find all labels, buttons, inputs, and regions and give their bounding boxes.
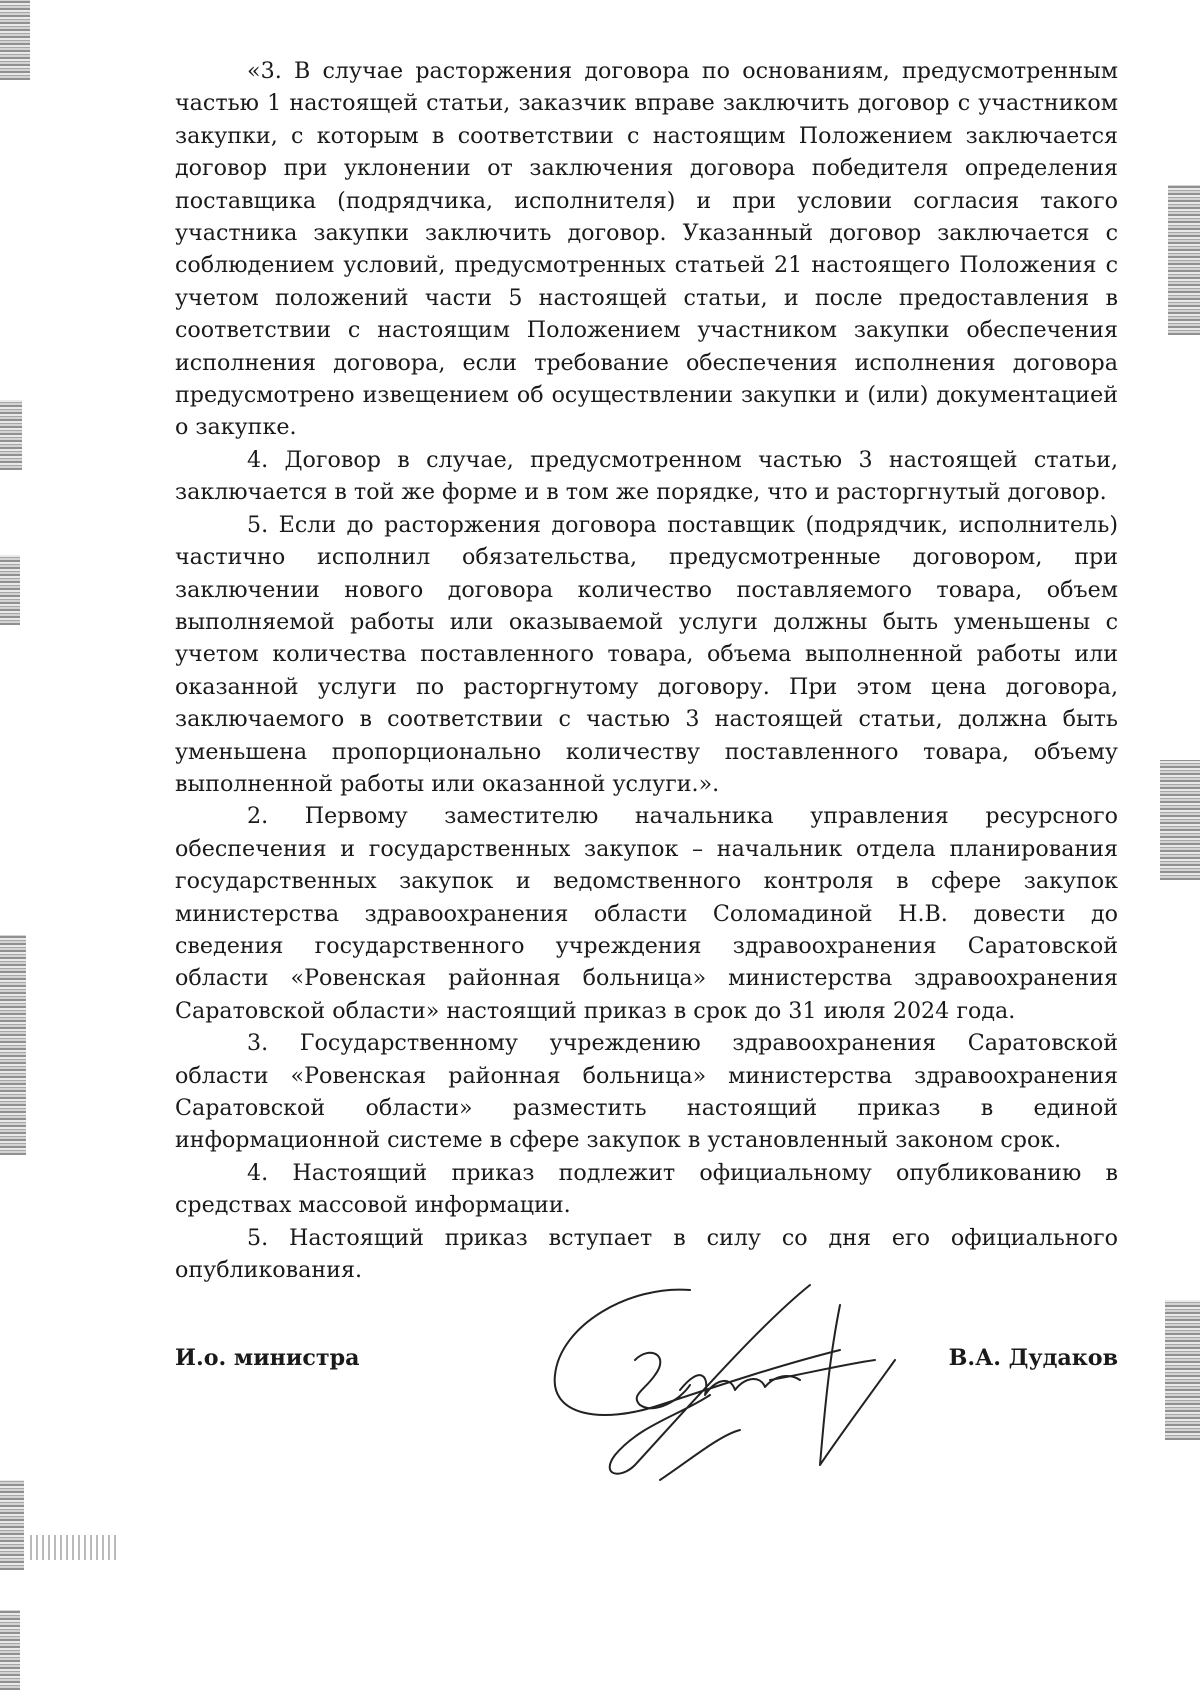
scan-artifact — [1168, 185, 1200, 335]
paragraph: «3. В случае расторжения договора по основаниям, предусмотренным частью 1 настоящей статьи, заказчик вправе заключить договор с участником закупки, с которым в соответствии с настоящим Положением заключается договор при уклонении от заключения договора победителя определения поставщика (подрядчика, исполнителя) и при условии согласия такого участника закупки заключить договор. Указанный договор заключается с соблюдением условий, предусмотренных статьей 21 настоящего Положения с учетом положений части 5 настоящей статьи, и после предоставления в соответствии с настоящим Положением участником закупки обеспечения исполнения договора, если требование обеспечения исполнения договора предусмотрено извещением об осуществлении закупки и (или) документацией о закупке. — [175, 58, 1118, 441]
paragraph: 3. Государственному учреждению здравоохранения Саратовской области «Ровенская районная больница» министерства здравоохранения Саратовской области» разместить настоящий приказ в единой информационной системе в сфере закупок в установленный законом срок. — [175, 1030, 1118, 1154]
paragraph: 4. Договор в случае, предусмотренном частью 3 настоящей статьи, заключается в той же форме и в том же порядке, что и расторгнутый договор. — [175, 446, 1118, 506]
scan-artifact — [0, 1610, 20, 1690]
paragraph: 5. Настоящий приказ вступает в силу со дня его официального опубликования. — [175, 1224, 1118, 1284]
paragraph: 5. Если до расторжения договора поставщик (подрядчик, исполнитель) частично исполнил обязательства, предусмотренные договором, при заключении нового договора количество поставляемого товара, объем выполняемой работы или оказываемой услуги должны быть уменьшены с учетом количества поставленного товара, объема выполненной работы или оказанной услуги по расторгнутому договору. При этом цена договора, заключаемого в соответствии с частью 3 настоящей статьи, должна быть уменьшена пропорционально количеству поставленного товара, объему выполненной работы или оказанной услуги.». — [175, 511, 1118, 797]
scan-artifact — [0, 935, 26, 1155]
document-body — [175, 55, 1118, 1286]
paragraph: 4. Настоящий приказ подлежит официальному опубликованию в средствах массовой информации. — [175, 1159, 1118, 1219]
scan-artifact — [0, 555, 20, 625]
scan-artifact — [30, 1535, 120, 1560]
scan-artifact — [0, 1480, 24, 1570]
scan-artifact — [1165, 1300, 1200, 1440]
signature-block — [175, 1345, 1118, 1385]
signatory-position: И.о. министра — [175, 1345, 360, 1371]
paragraph: 2. Первому заместителю начальника управления ресурсного обеспечения и государственных закупок – начальник отдела планирования государственных закупок и ведомственного контроля в сфере закупок министерства здравоохранения области Соломадиной Н.В. довести до сведения государственного учреждения здравоохранения Саратовской области «Ровенская районная больница» министерства здравоохранения Саратовской области» настоящий приказ в срок до 31 июля 2024 года. — [175, 803, 1118, 1024]
signatory-name: В.А. Дудаков — [948, 1345, 1118, 1371]
scan-artifact — [0, 400, 22, 470]
scan-artifact — [1160, 760, 1200, 880]
scan-artifact — [0, 0, 30, 80]
